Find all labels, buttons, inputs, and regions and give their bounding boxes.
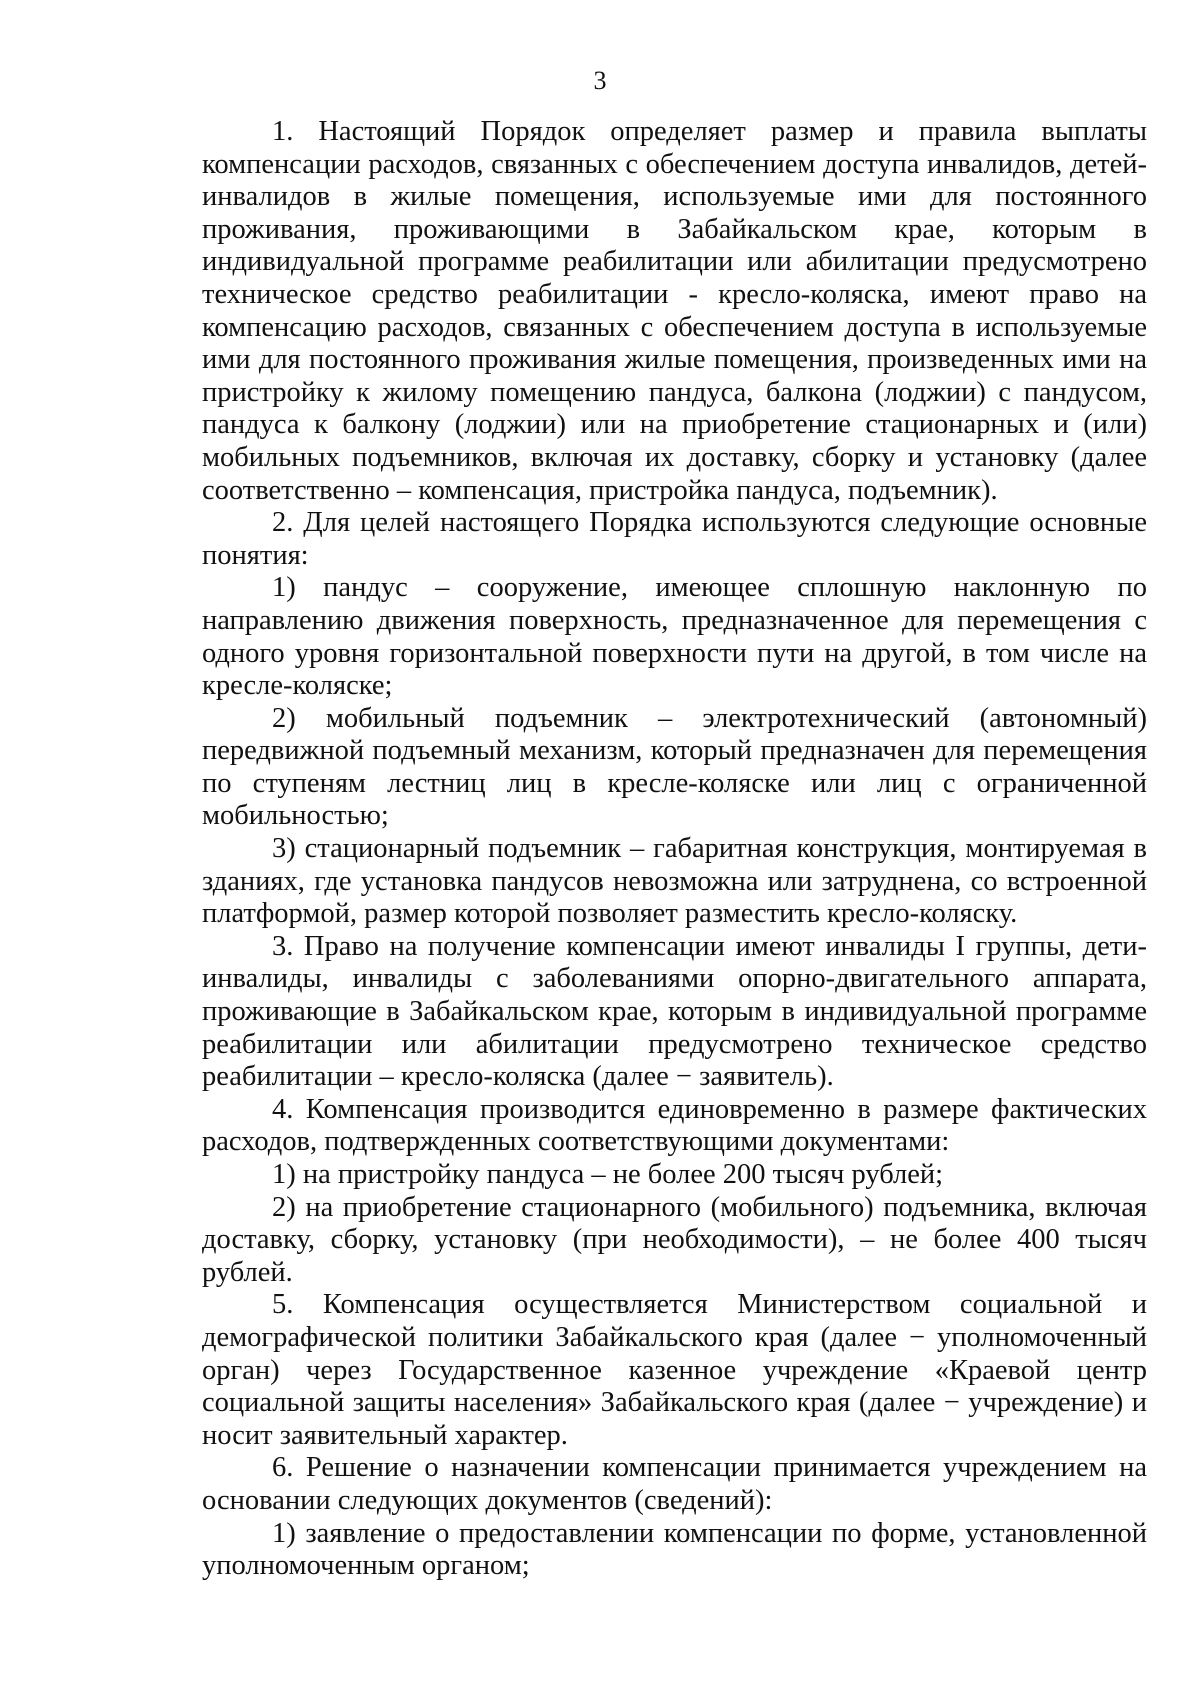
paragraph-3-eligibility: 3. Право на получение компенсации имеют инвалиды I группы, дети-инвалиды, инвалиды с заболеваниями опорно-двигательного аппарата, проживающие в Забайкальском крае, которым в индивидуальной программе реабилитации или абилитации предусмотрено техническое средство реабилитации – кресло-коляска (далее − заявитель).: [202, 930, 1147, 1093]
paragraph-4-amount: 4. Компенсация производится единовременно в размере фактических расходов, подтвержденных соответствующими документами:: [202, 1093, 1147, 1158]
page-number: 3: [593, 66, 607, 95]
paragraph-6-decision: 6. Решение о назначении компенсации принимается учреждением на основании следующих документов (сведений):: [202, 1452, 1147, 1516]
paragraph-2-definitions: 2. Для целей настоящего Порядка используются следующие основные понятия:: [202, 507, 1147, 571]
definition-mobile-lift: 2) мобильный подъемник – электротехнический (автономный) передвижной подъемный механизм, который предназначен для перемещения по ступеням лестниц лиц в кресле-коляске или лиц с ограниченной мобильностью;: [202, 702, 1147, 832]
definition-stationary-lift: 3) стационарный подъемник – габаритная конструкция, монтируемая в зданиях, где установка пандусов невозможна или затруднена, со встроенной платформой, размер которой позволяет разместить кресло-коляску.: [202, 833, 1147, 930]
definition-ramp: 1) пандус – сооружение, имеющее сплошную наклонную по направлению движения поверхность, предназначенное для перемещения с одного уровня горизонтальной поверхности пути на другой, в том числе на кресле-коляске;: [202, 572, 1147, 702]
amount-lift: 2) на приобретение стационарного (мобильного) подъемника, включая доставку, сборку, установку (при необходимости), – не более 400 тысяч рублей.: [202, 1191, 1147, 1288]
amount-ramp: 1) на пристройку пандуса – не более 200 тысяч рублей;: [272, 1159, 944, 1190]
document-application: 1) заявление о предоставлении компенсации по форме, установленной уполномоченным органом;: [202, 1517, 1147, 1582]
paragraph-5-authority: 5. Компенсация осуществляется Министерством социальной и демографической политики Забайкальского края (далее − уполномоченный орган) через Государственное казенное учреждение «Краевой центр социальной защиты населения» Забайкальского края (далее − учреждение) и носит заявительный характер.: [202, 1289, 1147, 1451]
document-body: [202, 116, 1147, 1583]
paragraph-1-scope: 1. Настоящий Порядок определяет размер и правила выплаты компенсации расходов, связанных с обеспечением доступа инвалидов, детей-инвалидов в жилые помещения, используемые ими для постоянного проживания, проживающими в Забайкальском крае, которым в индивидуальной программе реабилитации или абилитации предусмотрено техническое средство реабилитации - кресло-коляска, имеют право на компенсацию расходов, связанных с обеспечением доступа в используемые ими для постоянного проживания жилые помещения, произведенных ими на пристройку к жилому помещению пандуса, балкона (лоджии) с пандусом, пандуса к балкону (лоджии) или на приобретение стационарных и (или) мобильных подъемников, включая их доставку, сборку и установку (далее соответственно – компенсация, пристройка пандуса, подъемник).: [202, 116, 1147, 506]
